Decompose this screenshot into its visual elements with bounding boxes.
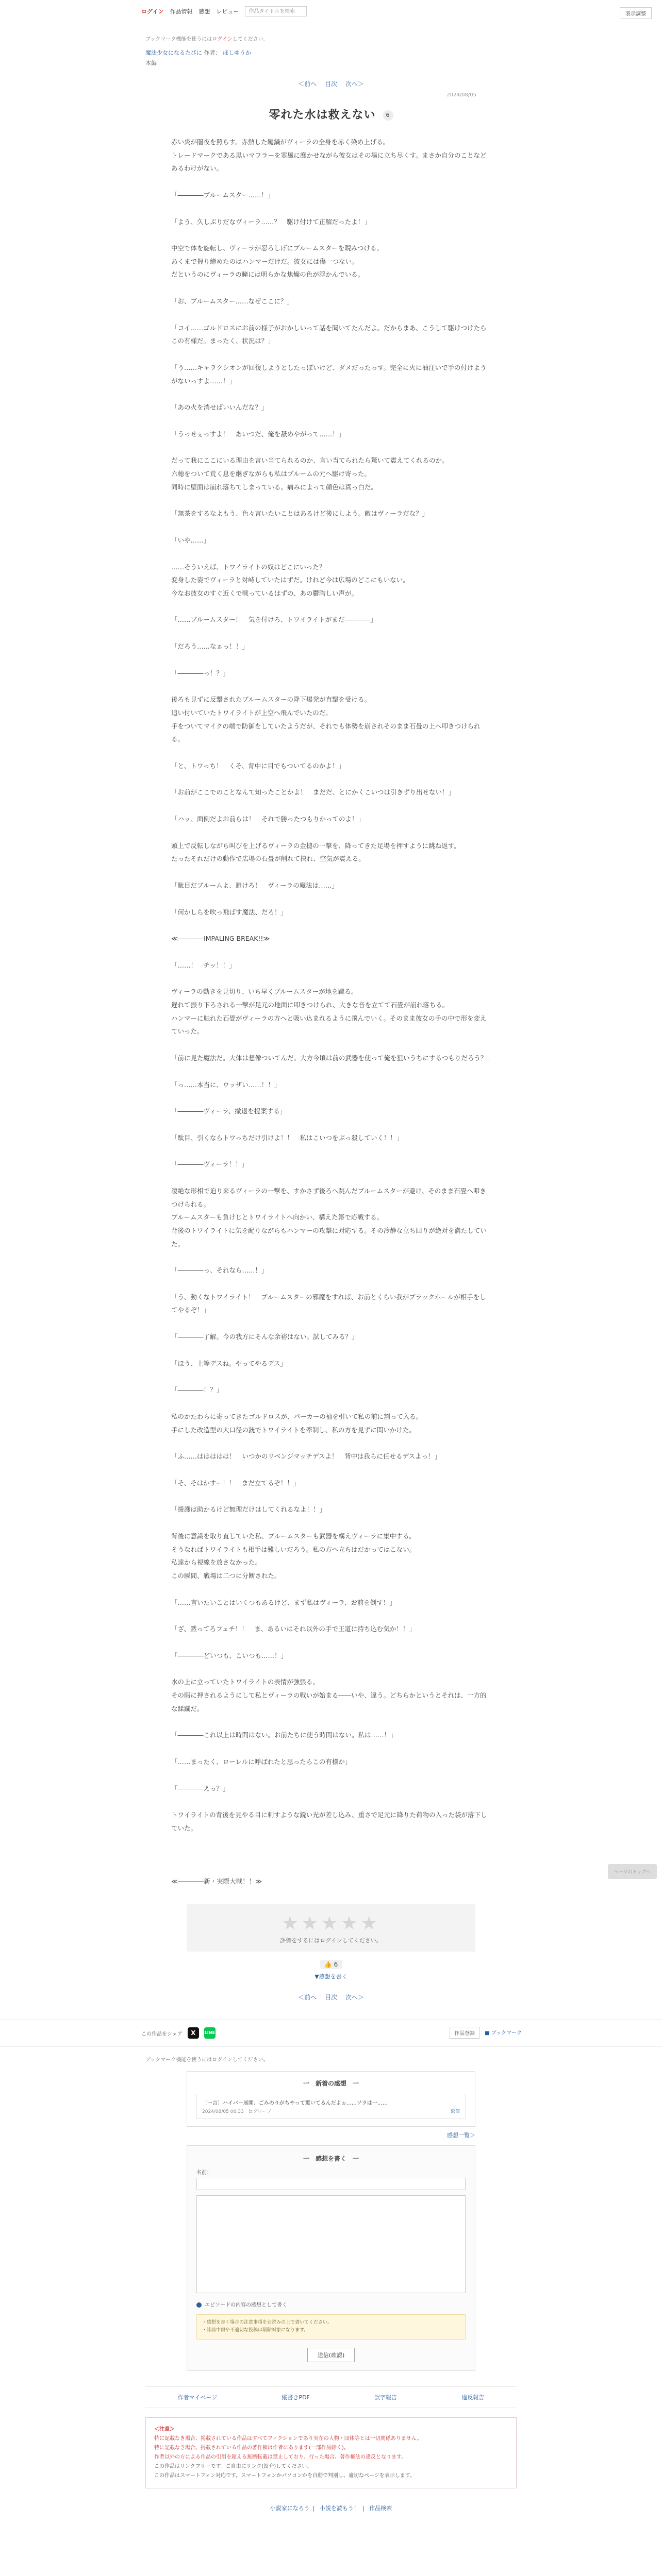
share-label: この作品をシェア — [141, 2031, 183, 2037]
paragraph-gap — [171, 1317, 491, 1330]
body-paragraph: 同時に壁面は崩れ落ちてしまっている。痛みによって顔色は真っ白だ。 — [171, 483, 377, 491]
paragraph-gap — [171, 972, 491, 985]
body-paragraph: 「何かしらを吹っ飛ばす魔法、だろ！」 — [171, 908, 288, 916]
body-paragraph: 「ハッ、面倒だよお前らは！ それで勝ったつもりかってのよ！」 — [171, 815, 365, 823]
body-paragraph: 変身した姿でヴィーラと対峙していたはずだ。けれど今は広場のどこにもいない。 — [171, 576, 409, 584]
body-paragraph: 背後に意識を取り直していた私、ブルームスターも武器を構えヴィーラに集中する。 — [171, 1532, 416, 1540]
body-paragraph: 「援護は助かるけど無理だけはしてくれるなよ！！」 — [171, 1505, 326, 1514]
body-paragraph: 「――――っ！？」 — [171, 669, 229, 677]
paragraph-gap — [171, 1397, 491, 1410]
impression-meta: 2024/08/05 06:33 ｂグローブ — [202, 2109, 272, 2114]
name-label: 名前： — [196, 2170, 212, 2176]
line-share-icon[interactable]: LINE — [204, 2027, 216, 2039]
name-input[interactable] — [196, 2178, 466, 2190]
body-paragraph: 「――――ヴィーラ！！」 — [171, 1160, 249, 1168]
body-paragraph: 背後のトワイライトに気を配りながらもハンマーの攻撃に対応する。その冷静な立ち回りが絶対を満たしていた。 — [171, 1226, 487, 1248]
paragraph-gap — [171, 1769, 491, 1782]
top-nav — [141, 6, 307, 16]
body-paragraph: この瞬間、戦場は二つに分断された。 — [171, 1571, 281, 1580]
body-paragraph: 「うっせぇっすよ！ あいつだ、俺を舐めやがって……！」 — [171, 430, 345, 438]
footer-links — [145, 2386, 517, 2408]
body-paragraph: 「駄目、引くならトワっちだけ引けよ！！ 私はこいつをぶっ殺していく！！」 — [171, 1133, 403, 1142]
notice-login-link[interactable]: ログイン — [212, 37, 233, 42]
paragraph-gap — [171, 494, 491, 507]
paragraph-gap — [171, 1583, 491, 1596]
site-link-narou[interactable]: 小説家になろう — [270, 2504, 310, 2512]
body-paragraph: ブルームスターも負けじとトワイライトへ向かい、構えた箒で応戦する。 — [171, 1213, 384, 1222]
index-link[interactable]: 目次 — [324, 80, 337, 88]
paragraph-gap — [171, 1250, 491, 1264]
share-inner — [141, 2027, 216, 2039]
body-paragraph: 赤い炎が闇夜を照らす。赤熱した鎚鍋がヴィーラの全身を赤く染め上げる。 — [171, 138, 390, 146]
body-paragraph: 中空で体を旋転し、ヴィーラが忍ろしげにブルームスターを睨みつける。 — [171, 244, 384, 252]
rating-box — [187, 1904, 475, 1952]
paragraph-gap — [171, 547, 491, 561]
paragraph-gap — [171, 746, 491, 759]
work-title-line — [145, 48, 517, 57]
body-paragraph: 「――――これ以上は時間はない。お前たちに使う時間はない。私は……！」 — [171, 1731, 397, 1739]
paragraph-gap — [171, 1436, 491, 1450]
body-paragraph: 今なお彼女のすぐ近くで戦っているはずの、あの鬱陶しい声が。 — [171, 589, 358, 597]
paragraph-gap — [171, 281, 491, 295]
paragraph-gap — [171, 1344, 491, 1357]
body-paragraph: 「駄目だブルームよ、避けろ！ ヴィーラの魔法は……」 — [171, 881, 338, 889]
prev-link[interactable]: ＜前へ — [298, 80, 317, 88]
paragraph-gap — [171, 1516, 491, 1530]
impression-text: ［一言］ハイパー展開、ごみのりがちやって驚いてるんだよぉ……ソラは一…… — [202, 2100, 388, 2106]
impression-entry — [196, 2094, 466, 2119]
paragraph-gap — [171, 1171, 491, 1184]
paragraph-gap — [171, 826, 491, 839]
body-paragraph: 私達から視線を放さなかった。 — [171, 1558, 262, 1567]
paragraph-gap — [171, 308, 491, 321]
typo-report-link[interactable]: 誤字報告 — [374, 2394, 398, 2401]
spoiler-radio[interactable]: エピソードの内容の感想として書く — [196, 2300, 466, 2308]
body-paragraph: 「――――っ、それなら……！」 — [171, 1266, 268, 1275]
body-paragraph: 「……ブルームスター！ 気を付けろ、トワイライトがまだ――――」 — [171, 616, 377, 624]
write-impression-link[interactable]: ▼感想を書く — [315, 1973, 347, 1980]
notice-head: ＜注意＞ — [154, 2426, 175, 2432]
violation-report-link[interactable]: 違反報告 — [461, 2394, 485, 2401]
body-paragraph: 後ろも見ずに反撃されたブルームスターの降下爆発が直撃を受ける。 — [171, 696, 371, 704]
body-paragraph: 「……！ チッ！！」 — [171, 961, 236, 969]
body-paragraph: 「――――ヴィーラ、撤退を提案する」 — [171, 1107, 287, 1115]
body-paragraph: 「ほう、上等デスね。やってやるデス」 — [171, 1359, 287, 1367]
work-title[interactable]: 魔法少女になるたびに — [145, 49, 202, 56]
paragraph-gap — [171, 1038, 491, 1052]
site-link-search[interactable]: 作品検索 — [369, 2504, 392, 2512]
display-settings-button[interactable]: 表示調整 — [620, 7, 652, 19]
body-paragraph: だって我にここにいる理由を言い当てられるのか、言い当てられたら驚いて震えてくれるのか。 — [171, 456, 449, 465]
thumbs-up-icon: 👍 — [324, 1961, 332, 1968]
nav-impressions[interactable]: 感想 — [198, 8, 210, 15]
body-paragraph: 「いや……」 — [171, 536, 210, 544]
episode-number-badge: 6 — [383, 110, 393, 121]
body-paragraph: 手にした改造型の大口径の銃でトワイライトを牽制し、私の方を見ずに問いかけた。 — [171, 1426, 416, 1434]
star-rating-icons[interactable]: ★★★★★ — [282, 1913, 380, 1934]
body-paragraph: 「と、トワっち！ くそ、背中に目でもついてるのかよ！」 — [171, 761, 345, 770]
body-paragraph: たったそれだけの動作で広場の石畳が削れて抉れ、空気が震える。 — [171, 855, 365, 863]
site-link-yomou[interactable]: 小説を読もう！ — [320, 2504, 359, 2512]
bookmark-notice: ブックマーク機能を使うにはログインしてください。 — [145, 37, 269, 42]
new-impressions-box — [187, 2071, 475, 2127]
author-mypage-link[interactable]: 作者マイページ — [177, 2394, 218, 2401]
submit-button[interactable]: 送信(確認) — [307, 2348, 355, 2362]
site-links: 小説家になろう | 小説を読もう！ | 作品検索 — [270, 2504, 392, 2512]
body-paragraph: 「っ……本当に、ウッザい……！！」 — [171, 1080, 281, 1089]
pager-top — [145, 79, 517, 88]
vertical-pdf-link[interactable]: 縦書きPDF — [282, 2394, 310, 2401]
body-paragraph: 「ざ、黙ってろフェチ！！ ま、あるいはそれ以外の手で王道に持ち込む気か！！」 — [171, 1625, 416, 1633]
paragraph-gap — [171, 202, 491, 215]
paragraph-gap — [171, 1489, 491, 1503]
impressions-list-link[interactable]: 感想一覧＞ — [447, 2132, 475, 2139]
login-link[interactable]: ログイン — [141, 8, 164, 15]
body-paragraph: 「だろう……なぁっ！！」 — [171, 642, 249, 650]
body-paragraph: 「――――ブルームスター……！」 — [171, 191, 274, 199]
body-paragraph: 「あの火を消せばいいんだな？」 — [171, 403, 268, 412]
paragraph-gap — [171, 1861, 491, 1875]
prev-link-bottom[interactable]: ＜前へ — [298, 1994, 317, 2001]
body-paragraph: 「無茶をするなよもう、色々言いたいことはあるけど後にしよう。敵はヴィーラだな？」 — [171, 510, 429, 518]
body-paragraph: ヴィーラの動きを見切り、いち早くブルームスターが地を蹴る。 — [171, 988, 358, 996]
paragraph-gap — [171, 440, 491, 454]
paragraph-gap — [171, 892, 491, 906]
body-paragraph: 「……まったく、ローレルに呼ばれたと思ったらこの有様か」 — [171, 1757, 352, 1766]
body-paragraph: 頭上で反転しながら叫びを上げるヴィーラの金槌の一撃を、降ってきた足場を押すように跳ね返す。 — [171, 841, 460, 850]
body-paragraph: ……そういえば、トワイライトの奴はどこにいった？ — [171, 563, 326, 571]
share-actions — [450, 2027, 523, 2039]
body-paragraph: そうなればトワイライトも相手は難しいだろう。私の方へ立ちはだかってはこない。 — [171, 1545, 416, 1553]
paragraph-gap — [171, 919, 491, 932]
paragraph-gap — [171, 1795, 491, 1808]
paragraph-gap — [171, 653, 491, 667]
paragraph-gap — [171, 1835, 491, 1848]
impressions-column — [145, 2055, 517, 2063]
rating-note: 評価をするにはログインしてください。 — [280, 1937, 382, 1944]
paragraph-gap — [171, 414, 491, 428]
paragraph-gap — [171, 1715, 491, 1728]
body-paragraph: 「お前がここでのことなんて知ったことかよ！ まだだ、とにかくこいつは引きずり出せない！」 — [171, 788, 455, 796]
body-paragraph: 凄絶な形相で迫り来るヴィーラの一撃を、すかさず後ろへ跳んだブルームスターが避け、そのまま石畳へ叩きつけられる。 — [171, 1187, 486, 1208]
share-bar — [0, 2019, 662, 2047]
paragraph-gap — [171, 1742, 491, 1755]
body-paragraph: 遅れて振り下ろされる一撃が足元の地面に叩きつけられ、大きな音を立てて石畳が崩れ落ちる。 — [171, 1001, 449, 1009]
form-warning: ・感想を書く場合の注意事項をお読みの上で書いてください。 ・誹謗中傷や不適切な投稿は削除対象になります。 — [196, 2314, 466, 2340]
body-paragraph: 追い付いていたトワイライトが上空へ飛んでいたのだ。 — [171, 708, 332, 717]
paragraph-gap — [171, 348, 491, 361]
paragraph-gap — [171, 1118, 491, 1131]
paragraph-gap — [171, 1091, 491, 1105]
paragraph-gap — [171, 1144, 491, 1158]
legal-notice: ＜注意＞ 特に記載なき場合、掲載されている作品はすべてフィクションであり実在の人物・団体等とは一切関係ありません。 特に記載なき場合、掲載されている作品の著作権は作者にあります(一部作品除く)。 作者以外の方による作品の引用を超える無断転載は禁止しており、行った場合、著作権法の違反となります。 この作品はリンクフリーです。ご自由にリンク(紹介)してください。 この作品はスマートフォン対応です。スマートフォンかパソコンかを自動で判別し、適切なページを表示します。 — [145, 2417, 517, 2488]
body-paragraph: トレードマークである黒いマフラーを寒風に靡かせながら彼女はその場に立ち尽くす。まさか自分のことなどあるわけがない。 — [171, 151, 487, 173]
paragraph-gap — [171, 945, 491, 959]
body-paragraph: 「う、動くなトワイライト！ ブルームスターの邪魔をすれば、お前とくらい我がブラックホールが相手をしてやるぞ！」 — [171, 1293, 486, 1314]
new-impressions-title: 一 新着の感想 一 — [303, 2080, 359, 2087]
body-paragraph: トワイライトの背後を見やる目に刺すような鋭い光が差し込み、重さで足元に降りた荷物の入った袋が落下していた。 — [171, 1811, 487, 1832]
body-paragraph: その暇に押されるようにして私とヴィーラの戦いが始まる――いや、違う。どちらかというとそれは、一方的な蹂躙だ。 — [171, 1691, 487, 1713]
radio-selected-icon — [196, 2302, 202, 2308]
paragraph-gap — [171, 1065, 491, 1078]
body-paragraph: あくまで握り締めたのはハンマーだけだ。彼女には傷一つない。 — [171, 257, 358, 265]
paragraph-gap — [171, 600, 491, 613]
paragraph-gap — [171, 1277, 491, 1291]
paragraph-gap — [171, 1636, 491, 1649]
form-title: 一 感想を書く 一 — [303, 2155, 359, 2162]
body-paragraph: 「前に見た魔法だ。大体は想像ついてんだ。大方今頃は前の武器を使って俺を狙いうちにするつもりだろう？」 — [171, 1054, 493, 1062]
paragraph-gap — [171, 175, 491, 189]
impression-form — [187, 2145, 475, 2371]
nav-work-info[interactable]: 作品情報 — [170, 8, 193, 15]
paragraph-gap — [171, 228, 491, 242]
x-share-icon[interactable]: X — [188, 2027, 199, 2039]
body-paragraph: 「コイ……ゴルドロスにお前の様子がおかしいって話を聞いてたんだよ。だからまあ、こうして駆けつけたらこの有様だ。まったく、状況は？」 — [171, 324, 487, 345]
paragraph-gap — [171, 1848, 491, 1861]
impressions-notice: ブックマーク機能を使うにはログインしてください。 — [145, 2057, 269, 2063]
impression-reply-link[interactable]: 返信 — [450, 2109, 460, 2114]
impression-textarea[interactable] — [196, 2195, 466, 2293]
paragraph-gap — [171, 866, 491, 879]
bookmark-button[interactable]: ■ ブックマーク — [485, 2030, 522, 2036]
author-name[interactable]: ほしゆうか — [223, 49, 251, 56]
body-paragraph: 「ふ……ははははは！ いつかのリベンジマッチデスよ！ 背中は我らに任せるデスよっ！」 — [171, 1452, 441, 1461]
body-paragraph: 「お、ブルームスター……なぜここに？」 — [171, 297, 294, 305]
like-button[interactable] — [320, 1960, 342, 1969]
episode-title-wrap — [145, 106, 517, 122]
index-link-bottom[interactable]: 目次 — [324, 1994, 337, 2001]
paragraph-gap — [171, 799, 491, 812]
body-paragraph: 「――――了解。今の我方にそんな余裕はない。試してみる？」 — [171, 1333, 358, 1341]
paragraph-gap — [171, 772, 491, 786]
body-paragraph: 「――――えっ？」 — [171, 1784, 229, 1792]
body-paragraph: ≪――――新・実際大戦！！≫ — [171, 1877, 262, 1886]
page-top-button[interactable]: ページのトップへ — [608, 1864, 657, 1879]
paragraph-gap — [171, 626, 491, 640]
main-column — [145, 35, 517, 1888]
body-paragraph: 「……言いたいことはいくつもあるけど、まず私はヴィーラ、お前を倒す！」 — [171, 1598, 396, 1606]
author-label: 作者： — [204, 49, 221, 56]
search-input[interactable]: 作品タイトルを検索 — [245, 6, 307, 16]
body-paragraph: 私のかたわらに寄ってきたゴルドロスが、パーカーの袖を引いて私の前に割って入る。 — [171, 1412, 423, 1420]
body-paragraph: 六穂をついて荒く息を継ぎながらも私はブルームの元へ駆け寄った。 — [171, 470, 371, 478]
paragraph-gap — [171, 520, 491, 534]
chapter-tag: 本編 — [145, 60, 157, 66]
body-paragraph: ハンマーに触れた石畳がヴィーラの方へと吸い込まれるように飛んでいく。そのまま彼女の手の中で形を変えていった。 — [171, 1014, 487, 1036]
episode-title: 零れた水は救えない — [269, 109, 376, 122]
episode-date: 2024/08/05 — [446, 92, 476, 98]
like-count: 6 — [334, 1961, 338, 1968]
body-paragraph: 「う……キャラクシオンが回復しようとしたっぽいけど、ダメだったっす。完全に火に油注いで手の付けようがないっすよ……！」 — [171, 363, 487, 385]
paragraph-gap — [171, 1662, 491, 1675]
body-paragraph: ≪――――IMPALING BREAK!!≫ — [171, 935, 270, 943]
body-paragraph: 「よう、久しぶりだなヴィーラ……？ 駆け付けて正解だったよ！」 — [171, 217, 371, 226]
favorite-button[interactable]: 作品登録 — [450, 2027, 479, 2039]
episode-body — [171, 135, 491, 1888]
nav-reviews[interactable]: レビュー — [216, 8, 239, 15]
paragraph-gap — [171, 680, 491, 693]
body-paragraph: 手をついてマイクの端で防御をしていたようだが、それでも体勢を崩されそのまま石畳の上へ叩きつけられる。 — [171, 722, 481, 743]
paragraph-gap — [171, 1370, 491, 1383]
body-paragraph: 「――――！？」 — [171, 1386, 223, 1394]
body-paragraph: だというのにヴィーラの瞳には明らかな焦燥の色が浮かんでいる。 — [171, 270, 365, 279]
body-paragraph: 「そ、そはかすー！！ まだ立てるぞ！！」 — [171, 1479, 300, 1487]
body-paragraph: 水の上に立っていたトワイライトの表情が強張る。 — [171, 1678, 319, 1686]
paragraph-gap — [171, 387, 491, 401]
next-link-bottom[interactable]: 次へ＞ — [345, 1994, 364, 2001]
paragraph-gap — [171, 1463, 491, 1477]
next-link[interactable]: 次へ＞ — [345, 80, 364, 88]
paragraph-gap — [171, 1609, 491, 1622]
pager-bottom — [0, 1993, 662, 2002]
top-bar — [0, 0, 662, 26]
body-paragraph: 「――――どいつも、こいつも……！」 — [171, 1651, 288, 1659]
like-line — [0, 1960, 662, 1969]
